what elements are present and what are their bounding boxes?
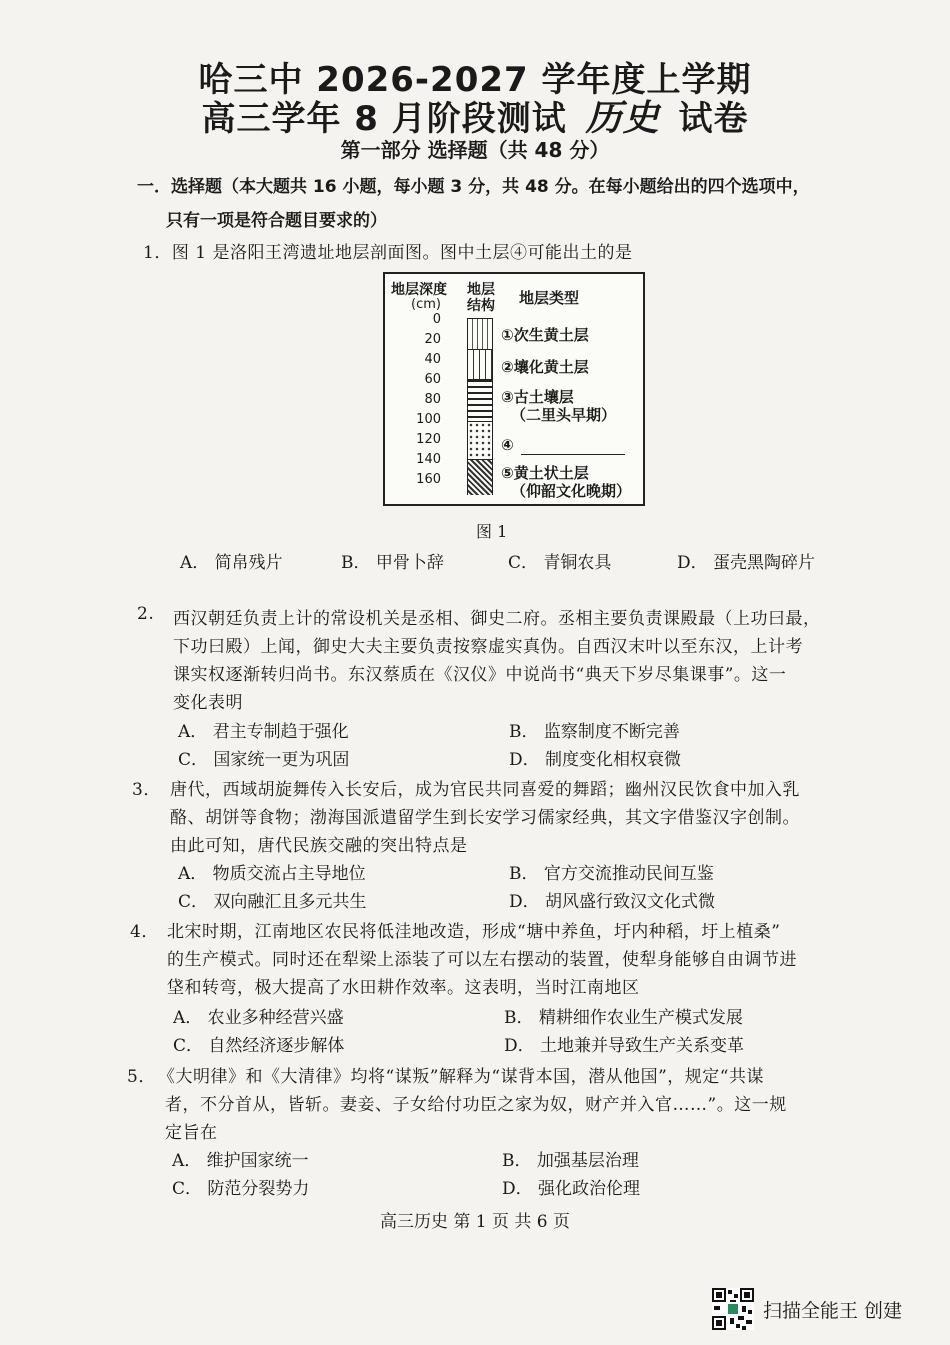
q2-stem-line: 西汉朝廷负责上计的常设机关是丞相、御史二府。丞相主要负责课殿最（上功曰最， [173, 609, 821, 629]
q2-stem-line: 课实权逐渐转归尚书。东汉蔡质在《汉仪》中说尚书“典天下岁尽集课事”。这一 [173, 665, 787, 685]
q3-stem-line: 由此可知，唐代民族交融的突出特点是 [170, 836, 468, 856]
q4-option-d[interactable]: D． 土地兼并导致生产关系变革 [504, 1036, 745, 1056]
exam-title-suffix: 试卷 [678, 99, 749, 139]
q5-option-c[interactable]: C． 防范分裂势力 [172, 1179, 310, 1199]
layer5-pattern [468, 459, 492, 495]
q5-option-b[interactable]: B． 加强基层治理 [502, 1151, 639, 1171]
qr-code-icon [712, 1288, 754, 1330]
depth-tick: 0 [432, 312, 441, 327]
q3-option-c[interactable]: C． 双向融汇且多元共生 [178, 892, 367, 912]
q4-option-b[interactable]: B． 精耕细作农业生产模式发展 [504, 1008, 743, 1028]
q1-option-d[interactable]: D． 蛋壳黑陶碎片 [677, 553, 816, 573]
figure-header-type: 地层类型 [519, 289, 580, 307]
q2-stem-line: 下功曰殿）上闻，御史大夫主要负责按察虚实真伪。自西汉末叶以至东汉，上计考 [173, 637, 803, 657]
q3-option-a[interactable]: A． 物质交流占主导地位 [178, 864, 366, 884]
figure-caption: 图 1 [476, 522, 508, 541]
part-title: 第一部分 选择题（共 48 分） [340, 138, 610, 162]
layer4-pattern [468, 421, 492, 460]
depth-tick: 120 [416, 432, 441, 447]
q4-stem-line: 的生产模式。同时还在犁梁上添装了可以左右摆动的装置，使犁身能够自由调节进 [167, 950, 797, 970]
q4-option-a[interactable]: A． 农业多种经营兴盛 [173, 1008, 344, 1028]
depth-tick: 100 [416, 412, 441, 427]
stratigraphy-figure [383, 272, 645, 506]
q4-stem-line: 北宋时期，江南地区农民将低洼地改造，形成“塘中养鱼，圩内种稻，圩上植桑” [167, 922, 781, 942]
depth-tick: 60 [424, 372, 441, 387]
q4-option-c[interactable]: C． 自然经济逐步解体 [173, 1036, 345, 1056]
soil-column [467, 318, 493, 495]
q2-number: 2. [137, 604, 155, 624]
section-instruction-line1: 一．选择题（本大题共 16 小题，每小题 3 分，共 48 分。在每小题给出的四个选项中， [137, 177, 810, 197]
figure-header-depth-unit: (cm) [411, 297, 441, 312]
q2-option-a[interactable]: A． 君主专制趋于强化 [178, 722, 349, 742]
q4-stem-line: 垡和转弯，极大提高了水田耕作效率。这表明，当时江南地区 [167, 978, 640, 998]
q3-option-d[interactable]: D． 胡风盛行致汉文化式微 [509, 892, 716, 912]
page-footer: 高三历史 第 1 页 共 6 页 [379, 1212, 571, 1232]
q1-option-a[interactable]: A． 简帛残片 [180, 553, 283, 573]
layer3-label: ③古土壤层 [501, 388, 574, 406]
q2-option-c[interactable]: C． 国家统一更为巩固 [178, 750, 350, 770]
exam-title-grade: 高三学年 8 月阶段测试 [201, 99, 567, 139]
layer5-period: （仰韶文化晚期） [511, 482, 632, 500]
layer3-period: （二里头早期） [511, 406, 617, 424]
q3-option-b[interactable]: B． 官方交流推动民间互鉴 [509, 864, 714, 884]
q3-number: 3． [132, 780, 161, 800]
q5-stem-line: 定旨在 [165, 1123, 218, 1143]
q5-number: 5． [127, 1067, 156, 1087]
q3-stem-line: 唐代，西域胡旋舞传入长安后，成为官民共同喜爱的舞蹈；幽州汉民饮食中加入乳 [170, 780, 800, 800]
layer3-pattern [468, 379, 492, 422]
depth-tick: 20 [424, 332, 441, 347]
layer5-label: ⑤黄土状土层 [501, 464, 589, 482]
q1-stem: 1．图 1 是洛阳王湾遗址地层剖面图。图中土层④可能出土的是 [143, 243, 633, 263]
figure-header-structure2: 结构 [467, 298, 495, 314]
figure-header-structure: 地层 [467, 282, 495, 298]
q2-option-b[interactable]: B． 监察制度不断完善 [509, 722, 680, 742]
layer2-label: ②壤化黄土层 [501, 358, 589, 376]
depth-tick: 80 [424, 392, 441, 407]
exam-title-subject: 历史 [585, 97, 660, 139]
q2-stem-line: 变化表明 [173, 693, 243, 713]
q4-number: 4． [130, 922, 159, 942]
q5-option-a[interactable]: A． 维护国家统一 [172, 1151, 309, 1171]
depth-tick: 140 [416, 452, 441, 467]
scanner-watermark: 扫描全能王 创建 [763, 1300, 903, 1322]
section-instruction-line2: 只有一项是符合题目要求的） [166, 211, 387, 231]
layer4-label: ④ [501, 436, 514, 454]
q3-stem-line: 酪、胡饼等食物；渤海国派遣留学生到长安学习儒家经典，其文字借鉴汉字创制。 [170, 808, 800, 828]
q1-option-b[interactable]: B． 甲骨卜辞 [341, 553, 444, 573]
q1-option-c[interactable]: C． 青铜农具 [508, 553, 612, 573]
layer1-label: ①次生黄土层 [501, 326, 589, 344]
layer2-pattern [468, 349, 492, 380]
q5-option-d[interactable]: D． 强化政治伦理 [502, 1179, 641, 1199]
figure-header-depth: 地层深度 [391, 282, 447, 298]
depth-tick: 160 [416, 472, 441, 487]
layer4-blank [521, 454, 625, 455]
q5-stem-line: 《大明律》和《大清律》均将“谋叛”解释为“谋背本国，潜从他国”，规定“共谋 [158, 1067, 764, 1087]
layer1-pattern [468, 319, 492, 349]
exam-title-line1: 哈三中 2026-2027 学年度上学期 [198, 60, 752, 100]
q2-option-d[interactable]: D． 制度变化相权衰微 [509, 750, 682, 770]
depth-tick: 40 [424, 352, 441, 367]
q5-stem-line: 者，不分首从，皆斩。妻妾、子女给付功臣之家为奴，财产并入官……”。这一规 [165, 1095, 787, 1115]
